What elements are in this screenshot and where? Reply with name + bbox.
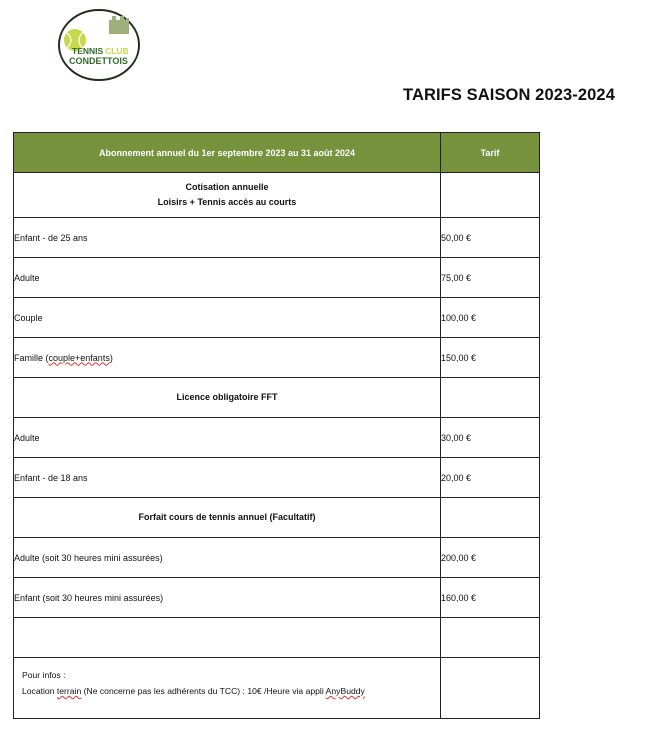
info-text: Location terrain (Ne concerne pas les adhérents du TCC) : 10€ /Heure via appli AnyBuddy	[22, 686, 365, 696]
section-licence-title: Licence obligatoire FFT	[14, 378, 441, 418]
row-price: 50,00 €	[441, 218, 540, 258]
row-price: 75,00 €	[441, 258, 540, 298]
row-label: Adulte	[14, 418, 441, 458]
table-row	[14, 458, 540, 498]
table-row	[14, 338, 540, 378]
row-price: 150,00 €	[441, 338, 540, 378]
row-label: Enfant - de 25 ans	[14, 218, 441, 258]
table-row	[14, 258, 540, 298]
tennis-club-logo	[57, 8, 141, 82]
table-header-row	[14, 133, 540, 173]
table-row	[14, 578, 540, 618]
header-subscription: Abonnement annuel du 1er septembre 2023 au 31 août 2024	[14, 133, 441, 173]
info-box	[14, 658, 440, 699]
empty-row	[14, 618, 540, 658]
logo-line1: TENNIS	[72, 46, 104, 56]
header-tarif: Tarif	[441, 133, 540, 173]
section-cotisation	[14, 173, 540, 218]
section-forfait	[14, 498, 540, 538]
section-forfait-title: Forfait cours de tennis annuel (Facultatif)	[14, 498, 441, 538]
tarifs-table	[13, 132, 540, 719]
row-label: Adulte	[14, 258, 441, 298]
row-label: Couple	[14, 298, 441, 338]
table-row	[14, 218, 540, 258]
logo-line1b: CLUB	[105, 46, 129, 56]
row-label: Adulte (soit 30 heures mini assurées)	[14, 538, 441, 578]
table-row	[14, 538, 540, 578]
row-label-famille: Famille (couple+enfants)	[14, 338, 441, 378]
row-price: 100,00 €	[441, 298, 540, 338]
section-licence	[14, 378, 540, 418]
logo-line2: CONDETTOIS	[69, 56, 128, 66]
row-price: 160,00 €	[441, 578, 540, 618]
table-row	[14, 298, 540, 338]
row-label: Enfant - de 18 ans	[14, 458, 441, 498]
row-price: 20,00 €	[441, 458, 540, 498]
info-row	[14, 658, 540, 719]
row-price: 30,00 €	[441, 418, 540, 458]
page-title: TARIFS SAISON 2023-2024	[403, 86, 615, 104]
row-label: Enfant (soit 30 heures mini assurées)	[14, 578, 441, 618]
table-row	[14, 418, 540, 458]
section-cotisation-subtitle: Loisirs + Tennis accès au courts	[157, 197, 297, 207]
info-heading: Pour infos :	[22, 670, 66, 680]
section-cotisation-title: Cotisation annuelle	[185, 182, 269, 192]
row-price: 200,00 €	[441, 538, 540, 578]
